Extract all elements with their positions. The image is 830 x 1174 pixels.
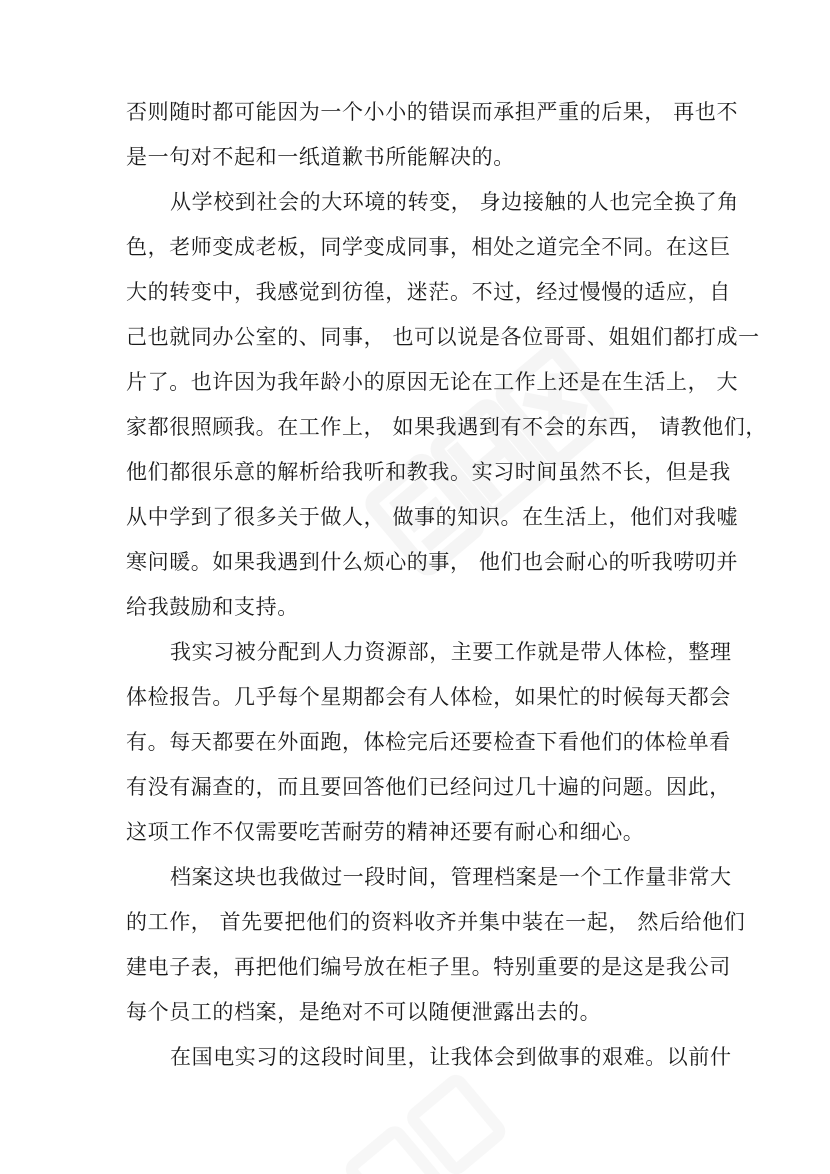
- paragraph-first-line: 在国电实习的这段时间里，让我体会到做事的艰难。以前什: [170, 1045, 732, 1069]
- text-line: 给我鼓励和支持。: [126, 595, 299, 619]
- text-line: 片了。也许因为我年龄小的原因无论在工作上还是在生活上， 大: [126, 370, 739, 394]
- paragraph-first-line: 我实习被分配到人力资源部，主要工作就是带人体检，整理: [170, 640, 732, 664]
- text-line: 这项工作不仅需要吃苦耐劳的精神还要有耐心和细心。: [126, 820, 645, 844]
- text-line: 他们都很乐意的解析给我听和教我。实习时间虽然不长，但是我: [126, 460, 731, 484]
- text-line: 建电子表，再把他们编号放在柜子里。特别重要的是这是我公司: [126, 955, 731, 979]
- text-line: 体检报告。几乎每个星期都会有人体检，如果忙的时候每天都会: [126, 685, 731, 709]
- text-line: 大的转变中，我感觉到彷徨，迷茫。不过，经过慢慢的适应，自: [126, 280, 731, 304]
- text-line: 每个员工的档案，是绝对不可以随便泄露出去的。: [126, 1000, 602, 1024]
- text-line: 家都很照顾我。在工作上， 如果我遇到有不会的东西， 请教他们，: [126, 415, 767, 439]
- paragraph-first-line: 从学校到社会的大环境的转变， 身边接触的人也完全换了角: [170, 190, 739, 214]
- text-line: 色，老师变成老板，同学变成同事，相处之道完全不同。在这巨: [126, 235, 731, 259]
- text-line: 的工作， 首先要把他们的资料收齐并集中装在一起， 然后给他们: [126, 910, 746, 934]
- text-line: 有没有漏查的，而且要回答他们已经问过几十遍的问题。因此，: [126, 775, 731, 799]
- text-line: 有。每天都要在外面跑，体检完后还要检查下看他们的体检单看: [126, 730, 731, 754]
- paragraph-first-line: 档案这块也我做过一段时间，管理档案是一个工作量非常大: [170, 865, 732, 889]
- text-line: 己也就同办公室的、同事， 也可以说是各位哥哥、姐姐们都打成一: [126, 325, 760, 349]
- text-line: 否则随时都可能因为一个小小的错误而承担严重的后果， 再也不: [126, 100, 739, 124]
- text-line: 是一句对不起和一纸道歉书所能解决的。: [126, 145, 515, 169]
- text-line: 从中学到了很多关于做人， 做事的知识。在生活上，他们对我嘘: [126, 505, 739, 529]
- text-line: 寒问暖。如果我遇到什么烦心的事， 他们也会耐心的听我唠叨并: [126, 550, 739, 574]
- watermark-fragment-icon: [330, 1060, 530, 1174]
